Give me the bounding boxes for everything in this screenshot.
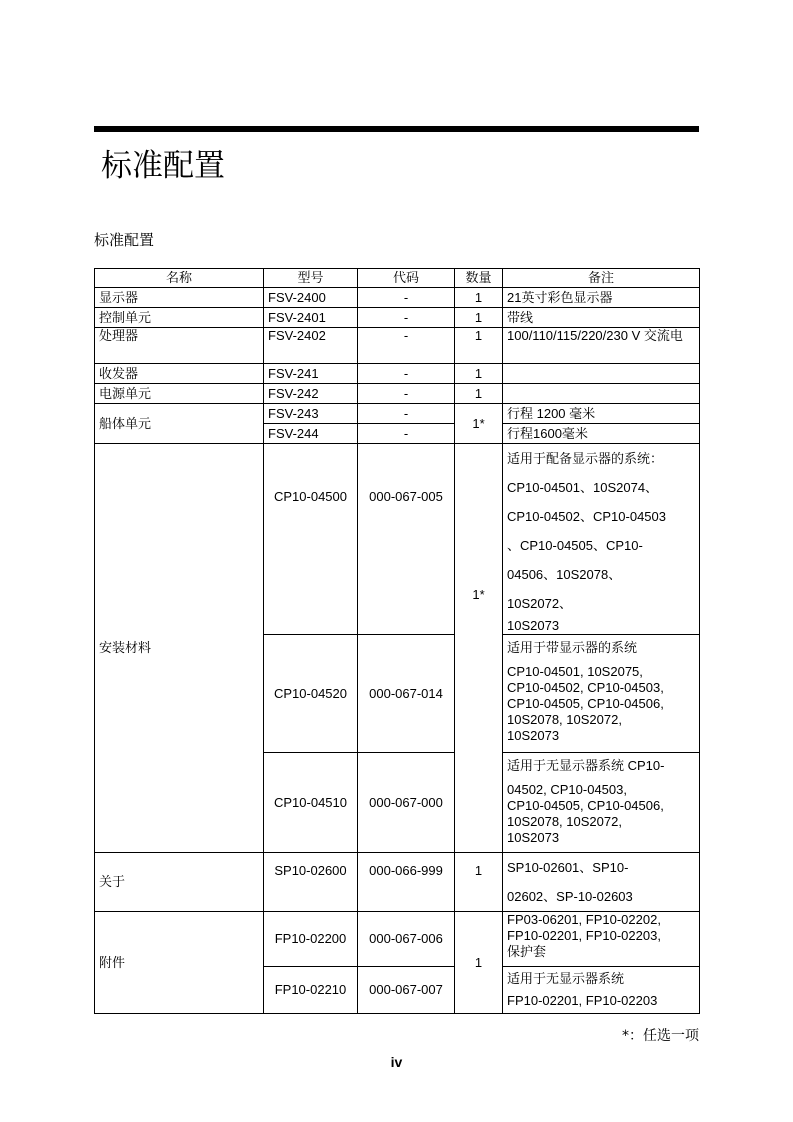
note-line: 10S2078, 10S2072, (507, 712, 622, 727)
cell-code: - (358, 424, 455, 444)
cell-qty: 1 (455, 308, 503, 328)
note-line: 10S2078, 10S2072, (507, 814, 622, 829)
cell-qty: 1* (455, 404, 503, 444)
cell-model: FSV-2402 (264, 328, 358, 364)
note-line: FP03-06201, FP10-02202, (507, 912, 661, 927)
table-row (95, 912, 700, 967)
table-row (95, 444, 700, 635)
cell-model: FSV-2401 (264, 308, 358, 328)
note-line: CP10-04502、CP10-04503 (507, 509, 666, 524)
cell-note: 21英寸彩色显示器 (503, 288, 700, 308)
cell-note (503, 912, 700, 967)
cell-code: 000-067-005 (358, 444, 455, 635)
cell-name: 显示器 (95, 288, 264, 308)
table-row (95, 384, 700, 404)
cell-model: FP10-02210 (264, 967, 358, 1014)
note-line: 适用于无显示器系统 CP10- (507, 758, 665, 773)
note-line: 、CP10-04505、CP10- (507, 538, 643, 553)
note-line: 02602、SP-10-02603 (507, 889, 633, 904)
cell-model: FSV-241 (264, 364, 358, 384)
note-line: SP10-02601、SP10- (507, 860, 629, 875)
cell-code: 000-067-000 (358, 753, 455, 853)
cell-model: FSV-242 (264, 384, 358, 404)
note-line: 04502, CP10-04503, (507, 782, 627, 797)
cell-note (503, 384, 700, 404)
cell-name: 关于 (95, 853, 264, 912)
standard-configuration-table (94, 268, 700, 1014)
note-line: FP10-02201, FP10-02203, (507, 928, 661, 943)
cell-name: 控制单元 (95, 308, 264, 328)
cell-note: 100/110/115/220/230 V 交流电 (503, 328, 700, 364)
cell-code: - (358, 328, 455, 364)
cell-code: - (358, 308, 455, 328)
table-row (95, 404, 700, 424)
note-line: CP10-04501、10S2074、 (507, 480, 659, 495)
cell-note (503, 364, 700, 384)
cell-model: FSV-243 (264, 404, 358, 424)
note-line: CP10-04505, CP10-04506, (507, 798, 664, 813)
note-line: 保护套 (507, 944, 547, 959)
cell-note (503, 635, 700, 753)
cell-qty: 1 (455, 384, 503, 404)
cell-code: - (358, 384, 455, 404)
cell-model: FSV-2400 (264, 288, 358, 308)
note-line: 04506、10S2078、 (507, 567, 622, 582)
cell-code: 000-067-006 (358, 912, 455, 967)
cell-note (503, 967, 700, 1014)
cell-code: - (358, 288, 455, 308)
header-model: 型号 (264, 269, 358, 288)
cell-name: 船体单元 (95, 404, 264, 444)
cell-note: 行程1600毫米 (503, 424, 700, 444)
cell-name: 安装材料 (95, 444, 264, 853)
cell-qty: 1 (455, 328, 503, 364)
note-line: CP10-04505, CP10-04506, (507, 696, 664, 711)
table-row (95, 288, 700, 308)
cell-code: 000-067-014 (358, 635, 455, 753)
cell-qty: 1 (455, 853, 503, 912)
cell-qty: 1 (455, 912, 503, 1014)
cell-note (503, 444, 700, 635)
cell-name: 附件 (95, 912, 264, 1014)
cell-model: CP10-04510 (264, 753, 358, 853)
cell-code: - (358, 364, 455, 384)
cell-model: SP10-02600 (264, 853, 358, 912)
cell-name: 电源单元 (95, 384, 264, 404)
page-number: iv (390, 1054, 403, 1070)
top-rule (94, 126, 699, 132)
note-line: CP10-04502, CP10-04503, (507, 680, 664, 695)
table-row (95, 308, 700, 328)
cell-code: 000-067-007 (358, 967, 455, 1014)
cell-qty: 1 (455, 364, 503, 384)
header-code: 代码 (358, 269, 455, 288)
cell-model: FP10-02200 (264, 912, 358, 967)
table-header-row (95, 269, 700, 288)
header-name: 名称 (95, 269, 264, 288)
note-line: 适用于无显示器系统 (507, 971, 625, 986)
header-note: 备注 (503, 269, 700, 288)
cell-qty: 1 (455, 288, 503, 308)
cell-code: 000-066-999 (358, 853, 455, 912)
section-title: 标准配置 (94, 231, 155, 249)
cell-model: FSV-244 (264, 424, 358, 444)
cell-model: CP10-04500 (264, 444, 358, 635)
note-line: 10S2072、 (507, 596, 573, 611)
table-row (95, 364, 700, 384)
table-row (95, 853, 700, 912)
note-line: 10S2073 (507, 728, 560, 743)
footnote: *：任选一项 (622, 1028, 699, 1044)
cell-code: - (358, 404, 455, 424)
cell-note: 带线 (503, 308, 700, 328)
cell-note (503, 753, 700, 853)
table-row (95, 328, 700, 364)
cell-model: CP10-04520 (264, 635, 358, 753)
note-line: 适用于带显示器的系统 (507, 640, 638, 655)
note-line: 10S2073 (507, 830, 560, 845)
note-line: 适用于配备显示器的系统： (507, 451, 664, 466)
cell-note: 行程 1200 毫米 (503, 404, 700, 424)
cell-name: 处理器 (95, 328, 264, 364)
cell-name: 收发器 (95, 364, 264, 384)
cell-qty: 1* (455, 444, 503, 853)
note-line: 10S2073 (507, 618, 560, 633)
header-qty: 数量 (455, 269, 503, 288)
note-line: CP10-04501, 10S2075, (507, 664, 643, 679)
cell-note (503, 853, 700, 912)
page-title: 标准配置 (101, 148, 225, 184)
note-line: FP10-02201, FP10-02203 (507, 993, 658, 1008)
